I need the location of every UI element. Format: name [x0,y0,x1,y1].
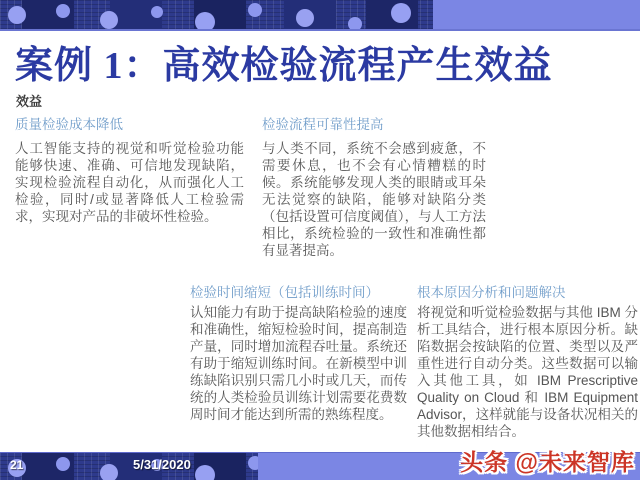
section-heading-cost-reduction: 质量检验成本降低 [15,117,123,132]
pattern-blocks [22,0,74,29]
pattern-dots [8,6,26,24]
section-heading-time-reduction: 检验时间缩短（包括训练时间） [190,285,379,300]
section-heading-reliability: 检验流程可靠性提高 [262,117,384,132]
slide-date: 5/31/2020 [133,457,191,472]
benefits-label: 效益 [16,94,43,109]
top-banner [0,0,640,31]
section-heading-root-cause: 根本原因分析和问题解决 [417,285,566,300]
section-body-cost-reduction: 人工智能支持的视觉和听觉检验功能能够快速、准确、可信地发现缺陷，实现检验流程自动化，从而强化人工检验，同时/或显著降低人工检验需求，实现对产品的非破坏性检验。 [15,141,244,224]
footer-tech-pattern [0,453,258,480]
section-body-root-cause: 将视觉和听觉检验数据与其他 IBM 分析工具结合，进行根本原因分析。缺陷数据会按缺陷的位置、类型以及严重性进行自动分类。这些数据可以输入其他工具，如 IBM Prescriptive Quality on Cloud 和 IBM Equipment Advisor，这样就能与设备状况相关的其他数据相结合。 [417,305,638,439]
section-body-reliability: 与人类不同，系统不会感到疲惫，不需要休息，也不会有心情糟糕的时候。系统能够发现人类的眼睛或耳朵无法觉察的缺陷，能够对缺陷分类（包括设置可信度阈值），与人工方法相比，系统检验的一致性和准确性都有显著提高。 [262,141,486,258]
banner-tech-pattern [0,0,433,29]
pattern-blocks [22,453,74,480]
page-number: 21 [10,458,24,472]
watermark-text: 头条 @未来智库 [460,449,635,475]
section-body-time-reduction: 认知能力有助于提高缺陷检验的速度和准确性，缩短检验时间，提高制造产量，同时增加流程吞吐量。系统还有助于缩短训练时间。在新模型中训练缺陷识别只需几小时或几天，而传统的人类检验员训练计划需要花费数周时间才能达到所需的熟练程度。 [190,305,407,422]
slide-title: 案例 1：高效检验流程产生效益 [15,45,553,87]
